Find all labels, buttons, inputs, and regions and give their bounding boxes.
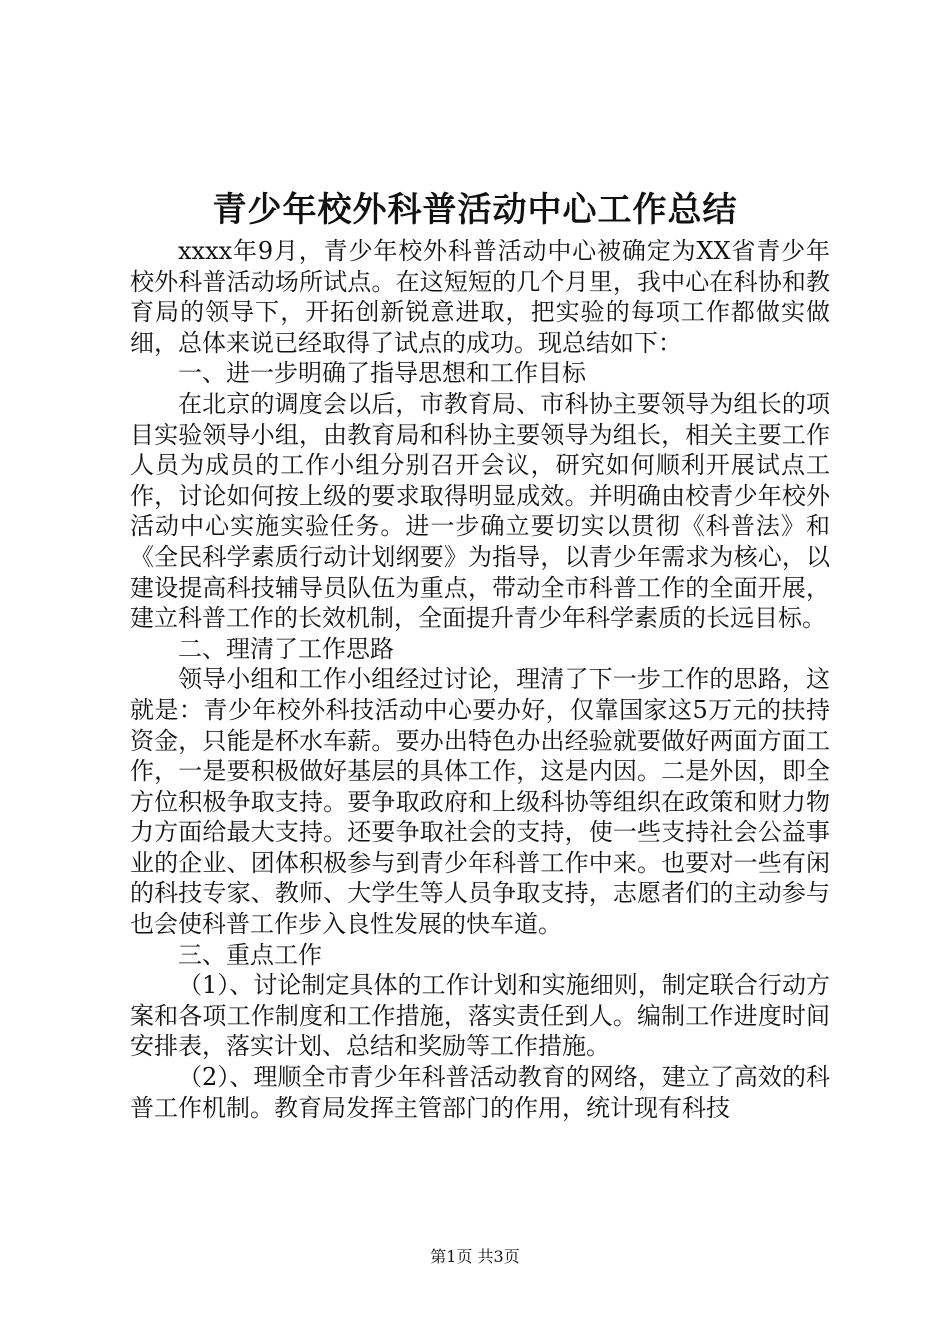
page-number-footer: 第1页 共3页 [430,1247,520,1266]
section-heading-2: 二、理清了工作思路 [178,634,394,663]
section-heading-3: 三、重点工作 [178,940,322,969]
paragraph-section-2: 领导小组和工作小组经过讨论，理清了下一步工作的思路，这就是：青少年校外科技活动中心要办好，仅靠国家这5万元的扶持资金，只能是杯水车薪。要办出特色办出经验就要做好两面方面工作，一是要积极做好基层的具体工作，这是内因。二是外因，即全方位积极争取支持。要争取政府和上级科协等组织在政策和财力物力方面给最大支持。还要争取社会的支持，使一些支持社会公益事业的企业、团体积极参与到青少年科普工作中来。也要对一些有闲的科技专家、教师、大学生等人员争取支持，志愿者们的主动参与也会使科普工作步入良性发展的快车道。 [130,665,830,939]
paragraph-item-1: （1）、讨论制定具体的工作计划和实施细则，制定联合行动方案和各项工作制度和工作措施，落实责任到人。编制工作进度时间安排表，落实计划、总结和奖励等工作措施。 [130,971,830,1061]
section-heading-1: 一、进一步明确了指导思想和工作目标 [178,359,586,388]
paragraph-intro: xxxx年9月，青少年校外科普活动中心被确定为XX省青少年校外科普活动场所试点。在这短短的几个月里，我中心在科协和教育局的领导下，开拓创新锐意进取，把实验的每项工作都做实做细，总体来说已经取得了试点的成功。现总结如下： [130,237,830,357]
document-body [130,236,830,1123]
document-title: 青少年校外科普活动中心工作总结 [212,190,738,230]
paragraph-item-2: （2）、理顺全市青少年科普活动教育的网络，建立了高效的科普工作机制。教育局发挥主管部门的作用，统计现有科技 [130,1063,830,1122]
paragraph-section-1: 在北京的调度会以后，市教育局、市科协主要领导为组长的项目实验领导小组，由教育局和科协主要领导为组长，相关主要工作人员为成员的工作小组分别召开会议，研究如何顺利开展试点工作，讨论如何按上级的要求取得明显成效。并明确由校青少年校外活动中心实施实验任务。进一步确立要切实以贯彻《科普法》和《全民科学素质行动计划纲要》为指导，以青少年需求为核心，以建设提高科技辅导员队伍为重点，带动全市科普工作的全面开展，建立科普工作的长效机制，全面提升青少年科学素质的长远目标。 [130,389,830,633]
